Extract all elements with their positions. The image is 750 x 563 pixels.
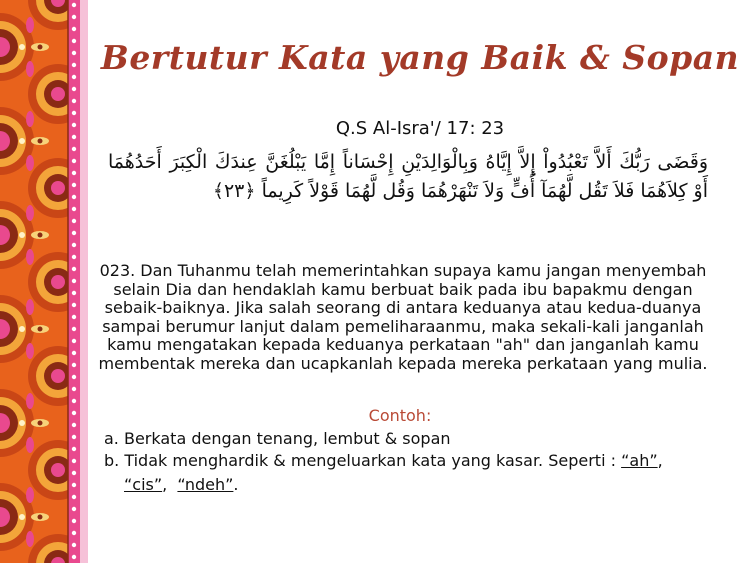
batik-pattern-icon	[0, 0, 88, 563]
decorative-border	[0, 0, 88, 563]
example-item-a: a. Berkata dengan tenang, lembut & sopan	[104, 429, 451, 448]
arabic-verse: وَقَضَى رَبُّكَ أَلاَّ تَعْبُدُواْ إِلاَّ إِيَّاهُ وَبِالْوَالِدَيْنِ إِحْسَاناً إِمَّا يَبْلُغَنَّ عِندَكَ الْكِبَرَ أَحَدُهُمَا أَوْ كِلاَهُمَا فَلاَ تَقُل لَّهُمَآ أُفٍّ وَلاَ تَنْهَرْهُمَا وَقُل لَّهُمَا قَوْلاً كَرِيماً ﴿٢٣﴾	[108, 151, 708, 202]
word-cis: “cis”	[124, 475, 163, 494]
word-ndeh: “ndeh”	[177, 475, 234, 494]
comma: ,	[657, 451, 663, 470]
examples-heading: Contoh:	[368, 406, 432, 425]
verse-reference: Q.S Al-Isra'/ 17: 23	[335, 118, 505, 139]
example-item-b-continued	[124, 474, 239, 496]
separator: ,	[162, 475, 178, 494]
example-item-b	[104, 450, 663, 472]
word-ah: “ah”	[621, 451, 658, 470]
example-item-b-text: b. Tidak menghardik & mengeluarkan kata yang kasar. Seperti :	[104, 451, 622, 470]
verse-translation: 023. Dan Tuhanmu telah memerintahkan supaya kamu jangan menyembah selain Dia dan hendaklah kamu berbuat baik pada ibu bapakmu dengan sebaik-baiknya. Jika salah seorang di antara keduanya atau kedua-duanya sampai berumur lanjut dalam pemeliharaanmu, maka sekali-kali janganlah kamu mengatakan kepada keduanya perkataan "ah" dan janganlah kamu membentak mereka dan ucapkanlah kepada mereka perkataan yang mulia.	[98, 261, 708, 373]
page-title: Bertutur Kata yang Baik & Sopan	[100, 38, 740, 77]
period: .	[233, 475, 239, 494]
